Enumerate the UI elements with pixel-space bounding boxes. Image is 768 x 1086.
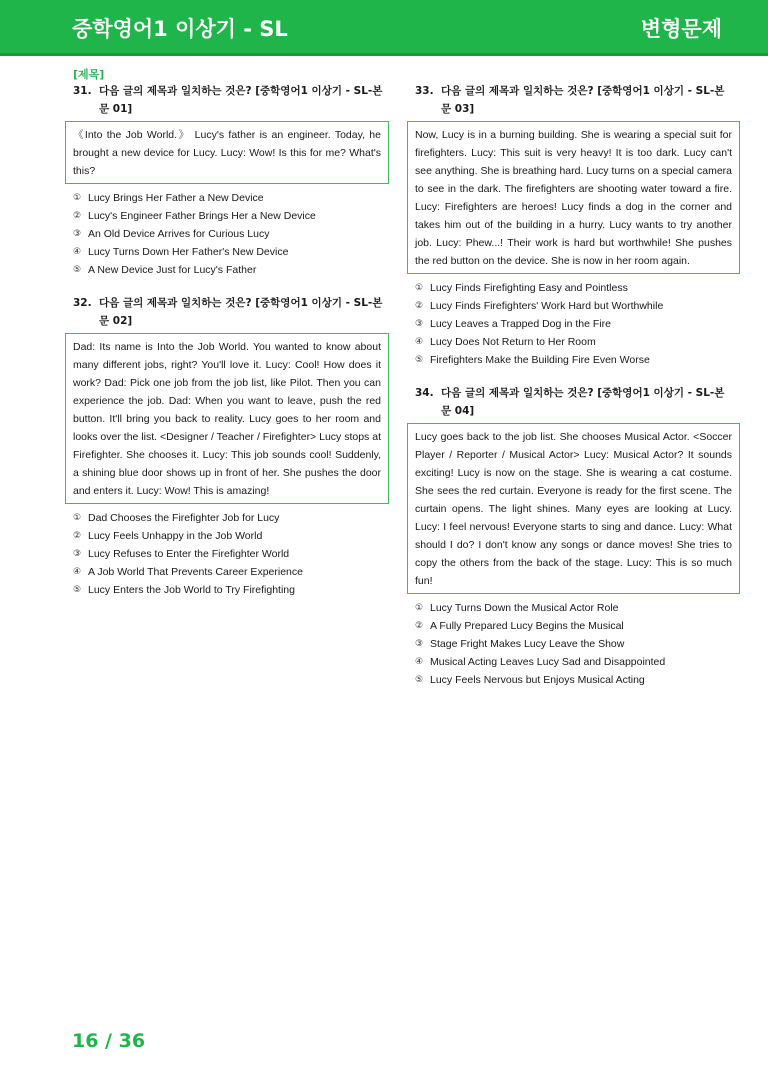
option[interactable] [73,581,389,599]
passage-box: Lucy goes back to the job list. She chooses Musical Actor. <Soccer Player / Reporter / Musical Actor> Lucy: Musical Actor? It sounds exciting! Lucy is now on the stage. She is wearing a cat costume. She sees the red curtain. Everyone is ready for the first scene. The curtain opens. The light shines. Many eyes are looking at Lucy. Lucy: I feel nervous! Everyone starts to sing and dance. Lucy: What should I do? I don't know any songs or dance moves! She tries to copy the others from the back of the stage. Lucy: This is so much fun! [407,423,740,594]
option-number: ③ [73,549,82,559]
option-text: Lucy Leaves a Trapped Dog in the Fire [430,318,611,330]
option-number: ④ [415,657,424,667]
option-text: A Fully Prepared Lucy Begins the Musical [430,620,624,632]
option[interactable] [415,279,740,297]
option-text: A Job World That Prevents Career Experience [88,566,303,578]
option[interactable] [73,225,389,243]
question-number: 31. [73,85,92,97]
option-text: Lucy Turns Down the Musical Actor Role [430,602,619,614]
option-number: ① [415,283,424,293]
question-source: 문 03] [441,103,475,115]
left-column [65,66,389,614]
option-text: Lucy Feels Nervous but Enjoys Musical Acting [430,674,645,686]
option[interactable] [415,351,740,369]
option[interactable] [73,207,389,225]
option[interactable] [73,243,389,261]
answer-options [407,599,740,689]
option[interactable] [73,545,389,563]
option[interactable] [415,671,740,689]
option[interactable] [415,333,740,351]
question-prompt: 다음 글의 제목과 일치하는 것은? [중학영어1 이상기 - SL-본 [441,387,725,399]
question-title [65,294,389,330]
option-number: ③ [415,319,424,329]
option-text: Lucy Does Not Return to Her Room [430,336,596,348]
option[interactable] [73,261,389,279]
passage-box: 《Into the Job World.》 Lucy's father is an engineer. Today, he brought a new device for Lucy. Lucy: Wow! Is this for me? What's this? [65,121,389,184]
option[interactable] [415,315,740,333]
option-number: ② [73,211,82,221]
question-title [407,82,740,118]
question-prompt: 다음 글의 제목과 일치하는 것은? [중학영어1 이상기 - SL-본 [99,297,383,309]
option[interactable] [73,189,389,207]
option-number: ⑤ [415,675,424,685]
question-31 [65,82,389,279]
question-source: 문 01] [99,103,133,115]
answer-options [65,509,389,599]
option-number: ② [73,531,82,541]
option[interactable] [415,635,740,653]
option[interactable] [415,653,740,671]
option-number: ① [415,603,424,613]
option-number: ④ [415,337,424,347]
question-source: 문 04] [441,405,475,417]
option-number: ① [73,513,82,523]
option[interactable] [415,297,740,315]
header-category: 변형문제 [640,17,722,41]
option-text: Lucy Brings Her Father a New Device [88,192,264,204]
question-prompt: 다음 글의 제목과 일치하는 것은? [중학영어1 이상기 - SL-본 [99,85,383,97]
option-text: Lucy's Engineer Father Brings Her a New Device [88,210,316,222]
option-text: Stage Fright Makes Lucy Leave the Show [430,638,625,650]
option-number: ④ [73,247,82,257]
header-title: 중학영어1 이상기 - SL [72,17,288,41]
question-title [65,82,389,118]
option-text: Lucy Finds Firefighting Easy and Pointless [430,282,628,294]
option-text: Lucy Enters the Job World to Try Firefighting [88,584,295,596]
answer-options [65,189,389,279]
question-number: 33. [415,85,434,97]
question-number: 32. [73,297,92,309]
option-text: Firefighters Make the Building Fire Even Worse [430,354,650,366]
option-text: Dad Chooses the Firefighter Job for Lucy [88,512,280,524]
option-text: Lucy Turns Down Her Father's New Device [88,246,289,258]
question-32 [65,294,389,599]
passage-box: Dad: Its name is Into the Job World. You wanted to know about many different jobs, right? You'll love it. Lucy: Cool! How does it work? Dad: Pick one job from the job list, like Pilot. Then you can experience the job. Dad: When you want to leave, push the red button. It'll bring you back to reality. Lucy goes to her room and looks over the list. <Designer / Teacher / Firefighter> Lucy stops at Firefighter. She chooses it. Lucy: This job sounds cool! Suddenly, a shining blue door shows up in front of her. She pushes the door and enters it. Lucy: Wow! This is amazing! [65,333,389,504]
option[interactable] [73,509,389,527]
option-number: ⑤ [73,265,82,275]
option-text: Musical Acting Leaves Lucy Sad and Disappointed [430,656,666,668]
option[interactable] [415,617,740,635]
option-number: ⑤ [415,355,424,365]
option[interactable] [73,527,389,545]
option-text: An Old Device Arrives for Curious Lucy [88,228,270,240]
option-number: ② [415,621,424,631]
passage-box: Now, Lucy is in a burning building. She is wearing a special suit for firefighters. Lucy: This suit is very heavy! It is too dark. Lucy can't see anything. She is breathing hard. Lucy turns on a special camera to see in the dark. The firefighters are shooting water toward a fire. Lucy: Firefighters are heroes! Lucy finds a dog in the corner and takes him out of the building in a hurry. Lucy wants to try another job. Lucy: Phew...! Their work is hard but worthwhile! She pushes the red button on the device. She is now in her room again. [407,121,740,274]
question-title [407,384,740,420]
section-tag: [제목] [73,68,105,81]
page-number: 16 / 36 [72,1030,146,1052]
option-number: ① [73,193,82,203]
option-text: A New Device Just for Lucy's Father [88,264,257,276]
option-text: Lucy Finds Firefighters' Work Hard but Worthwhile [430,300,664,312]
option-text: Lucy Refuses to Enter the Firefighter World [88,548,290,560]
right-column [407,82,740,704]
page-header [0,0,768,56]
option-number: ⑤ [73,585,82,595]
option[interactable] [415,599,740,617]
answer-options [407,279,740,369]
question-prompt: 다음 글의 제목과 일치하는 것은? [중학영어1 이상기 - SL-본 [441,85,725,97]
option-text: Lucy Feels Unhappy in the Job World [88,530,263,542]
question-34 [407,384,740,689]
option[interactable] [73,563,389,581]
question-source: 문 02] [99,315,133,327]
question-33 [407,82,740,369]
option-number: ② [415,301,424,311]
option-number: ③ [415,639,424,649]
option-number: ④ [73,567,82,577]
option-number: ③ [73,229,82,239]
question-number: 34. [415,387,434,399]
